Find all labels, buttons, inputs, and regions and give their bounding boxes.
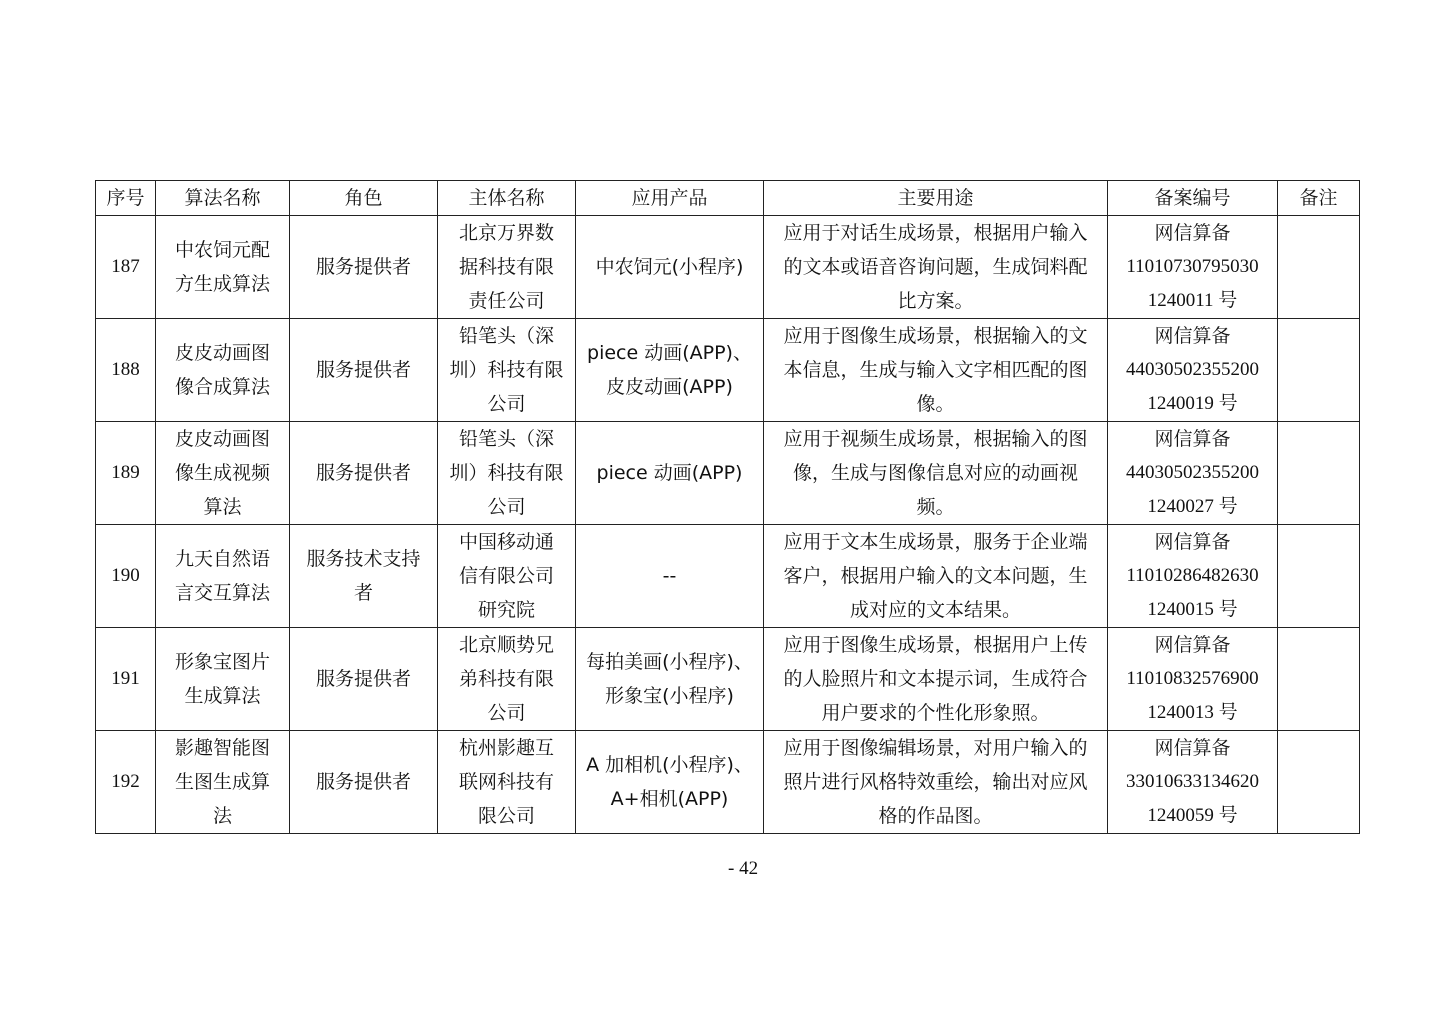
filing-number-line: 网信算备 [1154,737,1231,759]
algorithm-name-line: 形象宝图片 [174,651,270,673]
page-number: - 42 [728,858,759,879]
filing-number-cell [1108,525,1278,628]
entity-name-line: 据科技有限 [458,256,554,278]
main-purpose-cell [764,422,1108,525]
role-cell [290,731,438,834]
role-cell [290,525,438,628]
entity-name-line: 北京顺势兄 [458,634,554,656]
table-row [96,422,1360,525]
entity-name-line: 杭州影趣互 [458,737,554,759]
main-purpose-line: 客户，根据用户输入的文本问题，生 [783,565,1088,587]
application-product-line: -- [662,565,677,587]
row-number-cell: 189 [96,422,156,525]
main-purpose-line: 像，生成与图像信息对应的动画视 [792,462,1078,484]
role-cell [290,216,438,319]
header-remark: 备注 [1278,181,1360,216]
role-line: 服务提供者 [315,771,411,793]
row-number-cell: 187 [96,216,156,319]
algorithm-name-line: 法 [212,805,232,827]
row-number-cell: 188 [96,319,156,422]
main-purpose-cell [764,525,1108,628]
filing-number-cell [1108,319,1278,422]
row-number-cell: 190 [96,525,156,628]
main-purpose-line: 应用于图像生成场景，根据用户上传 [783,634,1088,656]
entity-name-line: 中国移动通 [458,531,554,553]
algorithm-name-line: 皮皮动画图 [174,342,270,364]
entity-name-line: 联网科技有 [458,771,554,793]
algorithm-name-line: 皮皮动画图 [174,428,270,450]
entity-name-line: 信有限公司 [458,565,554,587]
entity-name-line: 公司 [487,393,526,415]
filing-number-line: 1240015 号 [1147,599,1238,620]
main-purpose-line: 应用于图像编辑场景，对用户输入的 [783,737,1088,759]
entity-name-line: 圳）科技有限 [449,359,564,381]
main-purpose-line: 成对应的文本结果。 [849,599,1021,621]
role-cell [290,422,438,525]
filing-number-line: 网信算备 [1154,428,1231,450]
main-purpose-line: 应用于图像生成场景，根据输入的文 [783,325,1088,347]
algorithm-name-line: 影趣智能图 [174,737,270,759]
filing-number-line: 44030502355200 [1126,359,1259,380]
role-line: 服务提供者 [315,462,411,484]
application-product-line: A+相机(APP) [610,788,729,810]
header-no: 序号 [96,181,156,216]
application-product-line: piece 动画(APP)、 [587,342,752,364]
filing-number-line: 11010832576900 [1126,668,1259,689]
table-row [96,216,1360,319]
application-product-cell [576,216,764,319]
application-product-cell [576,731,764,834]
table-row [96,525,1360,628]
entity-name-line: 铅笔头（深 [458,325,554,347]
application-product-cell [576,319,764,422]
main-purpose-line: 的人脸照片和文本提示词，生成符合 [783,668,1088,690]
main-purpose-line: 格的作品图。 [878,805,993,827]
entity-name-line: 责任公司 [468,290,545,312]
remark-cell [1278,319,1360,422]
application-product-cell [576,628,764,731]
entity-name-line: 限公司 [477,805,535,827]
algorithm-registry-table [95,180,1360,834]
algorithm-name-line: 像生成视频 [174,462,270,484]
remark-cell [1278,731,1360,834]
role-line: 服务提供者 [315,359,411,381]
filing-number-line: 1240013 号 [1147,702,1238,723]
algorithm-name-line: 方生成算法 [174,273,270,295]
main-purpose-line: 照片进行风格特效重绘，输出对应风 [783,771,1088,793]
algorithm-name-line: 像合成算法 [174,376,270,398]
table-header-row [96,181,1360,216]
remark-cell [1278,628,1360,731]
role-line: 者 [353,582,373,604]
entity-name-cell [438,525,576,628]
main-purpose-line: 应用于文本生成场景，服务于企业端 [783,531,1088,553]
entity-name-line: 北京万界数 [458,222,554,244]
application-product-line: A 加相机(小程序)、 [586,754,753,776]
main-purpose-line: 本信息，生成与输入文字相匹配的图 [783,359,1088,381]
table-row [96,731,1360,834]
header-filing: 备案编号 [1108,181,1278,216]
remark-cell [1278,422,1360,525]
entity-name-line: 公司 [487,496,526,518]
entity-name-line: 弟科技有限 [458,668,554,690]
filing-number-line: 1240027 号 [1147,496,1238,517]
application-product-cell [576,525,764,628]
application-product-line: 每拍美画(小程序)、 [586,651,753,673]
entity-name-cell [438,731,576,834]
algorithm-name-cell [156,731,290,834]
filing-number-cell [1108,731,1278,834]
filing-number-cell [1108,216,1278,319]
main-purpose-line: 频。 [916,496,955,518]
table-row [96,319,1360,422]
header-product: 应用产品 [576,181,764,216]
header-purpose: 主要用途 [764,181,1108,216]
main-purpose-cell [764,216,1108,319]
filing-number-line: 44030502355200 [1126,462,1259,483]
row-number-cell: 191 [96,628,156,731]
algorithm-name-line: 言交互算法 [174,582,270,604]
filing-number-cell [1108,628,1278,731]
application-product-line: 形象宝(小程序) [605,685,734,707]
row-number-cell: 192 [96,731,156,834]
algorithm-name-cell [156,525,290,628]
entity-name-cell [438,422,576,525]
main-purpose-line: 的文本或语音咨询问题，生成饲料配 [783,256,1088,278]
main-purpose-line: 像。 [916,393,955,415]
filing-number-line: 网信算备 [1154,634,1231,656]
entity-name-cell [438,216,576,319]
filing-number-line: 1240011 号 [1147,290,1238,311]
main-purpose-line: 用户要求的个性化形象照。 [821,702,1050,724]
main-purpose-line: 比方案。 [897,290,974,312]
entity-name-cell [438,319,576,422]
filing-number-line: 1240019 号 [1147,393,1238,414]
header-algorithm: 算法名称 [156,181,290,216]
application-product-line: piece 动画(APP) [596,462,743,484]
algorithm-name-line: 生成算法 [184,685,261,707]
header-entity: 主体名称 [438,181,576,216]
main-purpose-line: 应用于视频生成场景，根据输入的图 [783,428,1088,450]
application-product-cell [576,422,764,525]
entity-name-line: 铅笔头（深 [458,428,554,450]
role-line: 服务提供者 [315,668,411,690]
filing-number-line: 11010286482630 [1126,565,1259,586]
algorithm-name-line: 生图生成算 [174,771,270,793]
role-cell [290,319,438,422]
role-line: 服务技术支持 [306,548,421,570]
remark-cell [1278,525,1360,628]
role-line: 服务提供者 [315,256,411,278]
main-purpose-cell [764,628,1108,731]
algorithm-name-cell [156,628,290,731]
algorithm-name-cell [156,216,290,319]
algorithm-name-line: 算法 [203,496,242,518]
filing-number-cell [1108,422,1278,525]
entity-name-line: 圳）科技有限 [449,462,564,484]
role-cell [290,628,438,731]
filing-number-line: 网信算备 [1154,222,1231,244]
filing-number-line: 网信算备 [1154,325,1231,347]
algorithm-name-line: 九天自然语 [174,548,270,570]
entity-name-cell [438,628,576,731]
application-product-line: 皮皮动画(APP) [606,376,733,398]
algorithm-name-cell [156,422,290,525]
header-role: 角色 [290,181,438,216]
table-row [96,628,1360,731]
filing-number-line: 33010633134620 [1126,771,1259,792]
main-purpose-cell [764,731,1108,834]
algorithm-name-cell [156,319,290,422]
algorithm-name-line: 中农饲元配 [174,239,270,261]
remark-cell [1278,216,1360,319]
main-purpose-cell [764,319,1108,422]
main-purpose-line: 应用于对话生成场景，根据用户输入 [783,222,1088,244]
filing-number-line: 1240059 号 [1147,805,1238,826]
filing-number-line: 11010730795030 [1126,256,1259,277]
filing-number-line: 网信算备 [1154,531,1231,553]
entity-name-line: 研究院 [477,599,535,621]
application-product-line: 中农饲元(小程序) [595,256,744,278]
entity-name-line: 公司 [487,702,526,724]
